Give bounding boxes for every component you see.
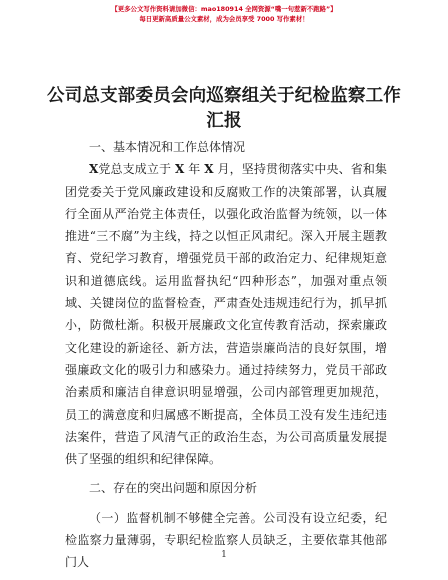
promo-banner	[0, 4, 448, 24]
document-title-line-1: 公司总支部委员会向巡察组关于纪检监察工作	[47, 86, 401, 106]
promo-banner-line-1: 【更多公文写作资料请加微信：mao180914 全网资源“嘴一句惹新不跑路”】	[111, 5, 337, 13]
placeholder-x-3: X	[204, 162, 214, 177]
paragraph-1	[65, 158, 387, 470]
promo-banner-line-2: 每日更新高质量公文素材，成为会员享受 7000 写作素材！	[139, 15, 309, 23]
placeholder-x-1: X	[89, 162, 99, 177]
paragraph-1-text-2: 年	[184, 162, 205, 177]
placeholder-x-2: X	[175, 162, 185, 177]
section-2-heading: 二、存在的突出问题和原因分析	[89, 481, 258, 496]
document-title	[40, 84, 408, 134]
paragraph-1-text-1: 党总支成立于	[98, 162, 176, 177]
page-number: 1	[221, 550, 227, 560]
document-title-line-2: 汇报	[206, 111, 242, 131]
paragraph-2: （一）监督机制不够健全完善。公司没有设立纪委，纪检监察力量薄弱，专职纪检监察人员缺乏，主要依靠其他部门人	[65, 510, 387, 570]
paragraph-1-text-3: 月，坚持贯彻落实中央、省和集团党委关于党风廉政建设和反腐败工作的决策部署，认真履行全面从严治党主体责任，以强化政治监督为统领，以一体推进“三不腐”为主线，持之以恒正风肃纪。深入开展主题教育、党纪学习教育，增强党员干部的政治定力、纪律规矩意识和道德底线。运用监督执纪“四种形态”，加强对重点领域、关键岗位的监督检查，严肃查处违规违纪行为，抓早抓小，防微杜渐。积极开展廉政文化宣传教育活动，探索廉政文化建设的新途径、新方法，营造崇廉尚洁的良好氛围，增强廉政文化的吸引力和感染力。通过持续努力，党员干部政治素质和廉洁自律意识明显增强，公司内部管理更加规范，员工的满意度和归属感不断提高，全体员工没有发生违纪违法案件，营造了风清气正的政治生态，为公司高质量发展提供了坚强的组织和纪律保障。	[65, 162, 387, 467]
section-1-heading: 一、基本情况和工作总体情况	[89, 140, 246, 154]
document-body	[65, 136, 387, 574]
